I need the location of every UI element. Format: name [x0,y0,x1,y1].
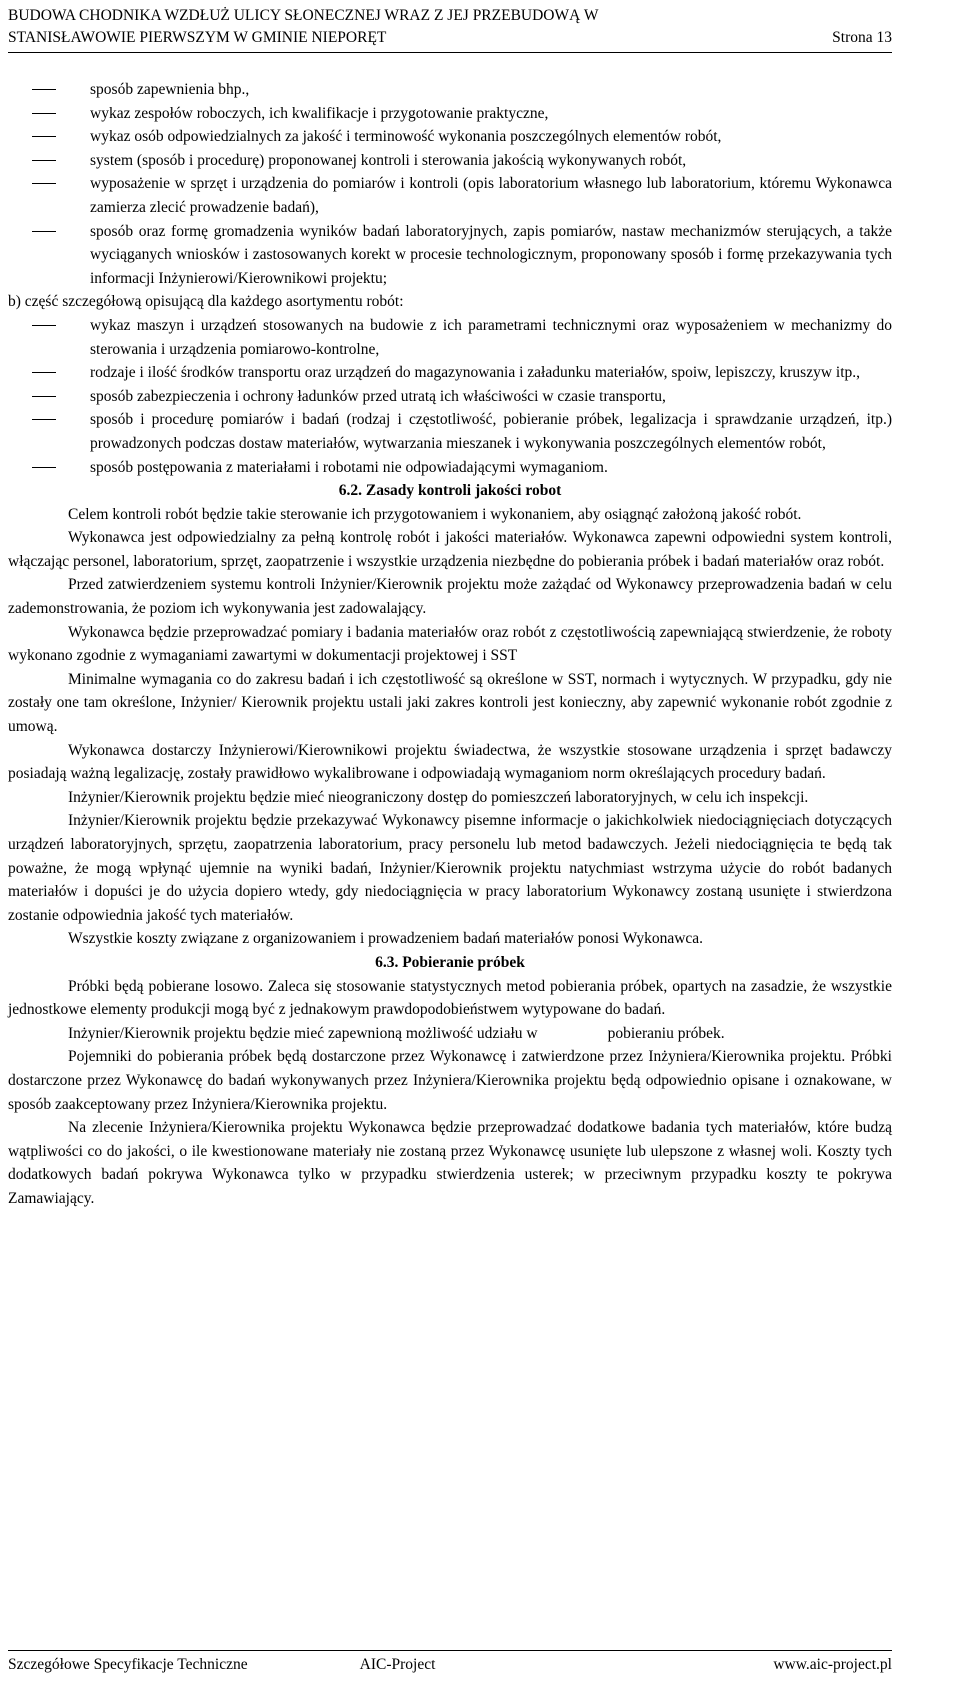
list-item: wykaz zespołów roboczych, ich kwalifikacje i przygotowanie praktyczne, [8,102,892,126]
footer-company: AIC-Project [359,1656,436,1673]
list-item: wykaz osób odpowiedzialnych za jakość i terminowość wykonania poszczególnych elementów robót, [8,125,892,149]
paragraph: Na zlecenie Inżyniera/Kierownika projektu Wykonawca będzie przeprowadzać dodatkowe badania tych materiałów, które budzą wątpliwości co do jakości, o ile kwestionowane materiały nie zostaną przez Wykonawcę usunięte lub ulepszone z własnej woli. Koszty tych dodatkowych badań pokrywa Wykonawca tylko w przypadku stwierdzenia usterek; w przeciwnym przypadku koszty te pokrywa Zamawiający. [8,1119,892,1207]
list-item: wykaz maszyn i urządzeń stosowanych na budowie z ich parametrami technicznymi oraz wyposażeniem w mechanizmy do sterowania i urządzenia pomiarowo-kontrolne, [8,314,892,361]
section-b-label: b) część szczegółową opisującą dla każdego asortymentu robót: [8,293,404,311]
paragraph-text: pobieraniu próbek. [607,1024,725,1042]
page-content [8,78,892,1211]
list-item: sposób oraz formę gromadzenia wyników badań laboratoryjnych, zapis pomiarów, nastaw mechanizmów sterujących, a także wyciąganych wniosków i zastosowanych korekt w procesie technologicznym, proponowany sposób i formę przekazywania tych informacji Inżynierowi/Kierownikowi projektu; [8,220,892,291]
list-item: rodzaje i ilość środków transportu oraz urządzeń do magazynowania i załadunku materiałów, spoiw, lepiszczy, kruszyw itp., [8,361,892,385]
page-footer [8,1654,892,1676]
page-number: Strona 13 [832,29,892,46]
header-title-line-1: BUDOWA CHODNIKA WZDŁUŻ ULICY SŁONECZNEJ WRAZ Z JEJ PRZEBUDOWĄ W [8,7,599,24]
list-item: system (sposób i procedurę) proponowanej kontroli i sterowania jakością wykonywanych robót, [8,149,892,173]
footer-website: www.aic-project.pl [773,1656,892,1673]
footer-document-type: Szczegółowe Specyfikacje Techniczne [8,1656,248,1673]
paragraph: Wykonawca będzie przeprowadzać pomiary i badania materiałów oraz robót z częstotliwością zapewniającą stwierdzenie, że roboty wykonano zgodnie z wymaganiami zawartymi w dokumentacji projektowej i SST [8,623,892,665]
list-item: sposób postępowania z materiałami i robotami nie odpowiadającymi wymaganiom. [8,456,892,480]
list-item: sposób i procedurę pomiarów i badań (rodzaj i częstotliwość, pobieranie próbek, legalizacja i sprawdzanie urządzeń, itp.) prowadzonych podczas dostaw materiałów, wytwarzania mieszanek i wykonywania poszczególnych elementów robót, [8,408,892,455]
list-item: sposób zapewnienia bhp., [8,78,892,102]
requirements-list-a [8,78,892,290]
header-title-line-2: STANISŁAWOWIE PIERWSZYM W GMINIE NIEPORĘT [8,29,387,46]
section-6-2-heading: 6.2. Zasady kontroli jakości robot [338,482,562,500]
paragraph: Inżynier/Kierownik projektu będzie przekazywać Wykonawcy pisemne informacje o jakichkolwiek niedociągnięciach dotyczących urządzeń laboratoryjnych, sprzętu, zaopatrzenia laboratorium, pracy personelu lub metod badawczych. Jeżeli niedociągnięcia te będą tak poważne, że mogą wpłynąć ujemnie na wyniki badań, Inżynier/Kierownik projektu natychmiast wstrzyma użycie do robót badanych materiałów i dopuści je do użycia dopiero wtedy, gdy niedociągnięcia w pracy laboratorium Wykonawcy zostaną usunięte i stwierdzona zostanie odpowiednia jakość tych materiałów. [8,812,892,924]
paragraph: Minimalne wymagania co do zakresu badań i ich częstotliwość są określone w SST, normach i wytycznych. W przypadku, gdy nie zostały one tam określone, Inżynier/ Kierownik projektu ustali jaki zakres kontroli jest konieczny, aby zapewnić wykonanie robót zgodnie z umową. [8,670,892,736]
paragraph [8,1022,892,1046]
paragraph-text: Inżynier/Kierownik projektu będzie mieć zapewnioną możliwość udziału w [68,1024,538,1042]
header-line-2 [8,27,892,49]
paragraph: Celem kontroli robót będzie takie sterowanie ich przygotowaniem i wykonaniem, aby osiągnąć założoną jakość robót. [68,505,802,523]
list-item: sposób zabezpieczenia i ochrony ładunków przed utratą ich właściwości w czasie transportu, [8,385,892,409]
header-divider [8,52,892,53]
paragraph: Wykonawca dostarczy Inżynierowi/Kierownikowi projektu świadectwa, że wszystkie stosowane urządzenia i sprzęt badawczy posiadają ważną legalizację, zostały prawidłowo wykalibrowane i odpowiadają wymaganiom norm określających procedury badań. [8,741,892,783]
paragraph: Przed zatwierdzeniem systemu kontroli Inżynier/Kierownik projektu może zażądać od Wykonawcy przeprowadzenia badań w celu zademonstrowania, że poziom ich wykonywania jest zadowalający. [8,576,892,618]
footer-divider [8,1650,892,1651]
page-header [8,5,892,49]
paragraph: Inżynier/Kierownik projektu będzie mieć nieograniczony dostęp do pomieszczeń laboratoryjnych, w celu ich inspekcji. [68,788,809,806]
paragraph: Wszystkie koszty związane z organizowaniem i prowadzeniem badań materiałów ponosi Wykonawca. [68,930,704,948]
requirements-list-b [8,314,892,479]
paragraph: Pojemniki do pobierania próbek będą dostarczone przez Wykonawcę i zatwierdzone przez Inżyniera/Kierownika projektu. Próbki dostarczone przez Wykonawcę do badań wykonywanych przez Inżyniera/Kierownika projektu będą odpowiednio opisane i oznakowane, w sposób zaakceptowany przez Inżyniera/Kierownika projektu. [8,1048,892,1113]
paragraph: Próbki będą pobierane losowo. Zaleca się stosowanie statystycznych metod pobierania próbek, opartych na zasadzie, że wszystkie jednostkowe elementy produkcji mogą być z jednakowym prawdopodobieństwem wytypowane do badań. [8,977,892,1019]
section-6-3-heading: 6.3. Pobieranie próbek [375,953,525,971]
list-item: wyposażenie w sprzęt i urządzenia do pomiarów i kontroli (opis laboratorium własnego lub laboratorium, któremu Wykonawca zamierza zlecić prowadzenie badań), [8,172,892,219]
paragraph: Wykonawca jest odpowiedzialny za pełną kontrolę robót i jakości materiałów. Wykonawca zapewni odpowiedni system kontroli, włączając personel, laboratorium, sprzęt, zaopatrzenie i wszystkie urządzenia niezbędne do pobierania próbek i badań materiałów oraz robót. [8,529,892,570]
